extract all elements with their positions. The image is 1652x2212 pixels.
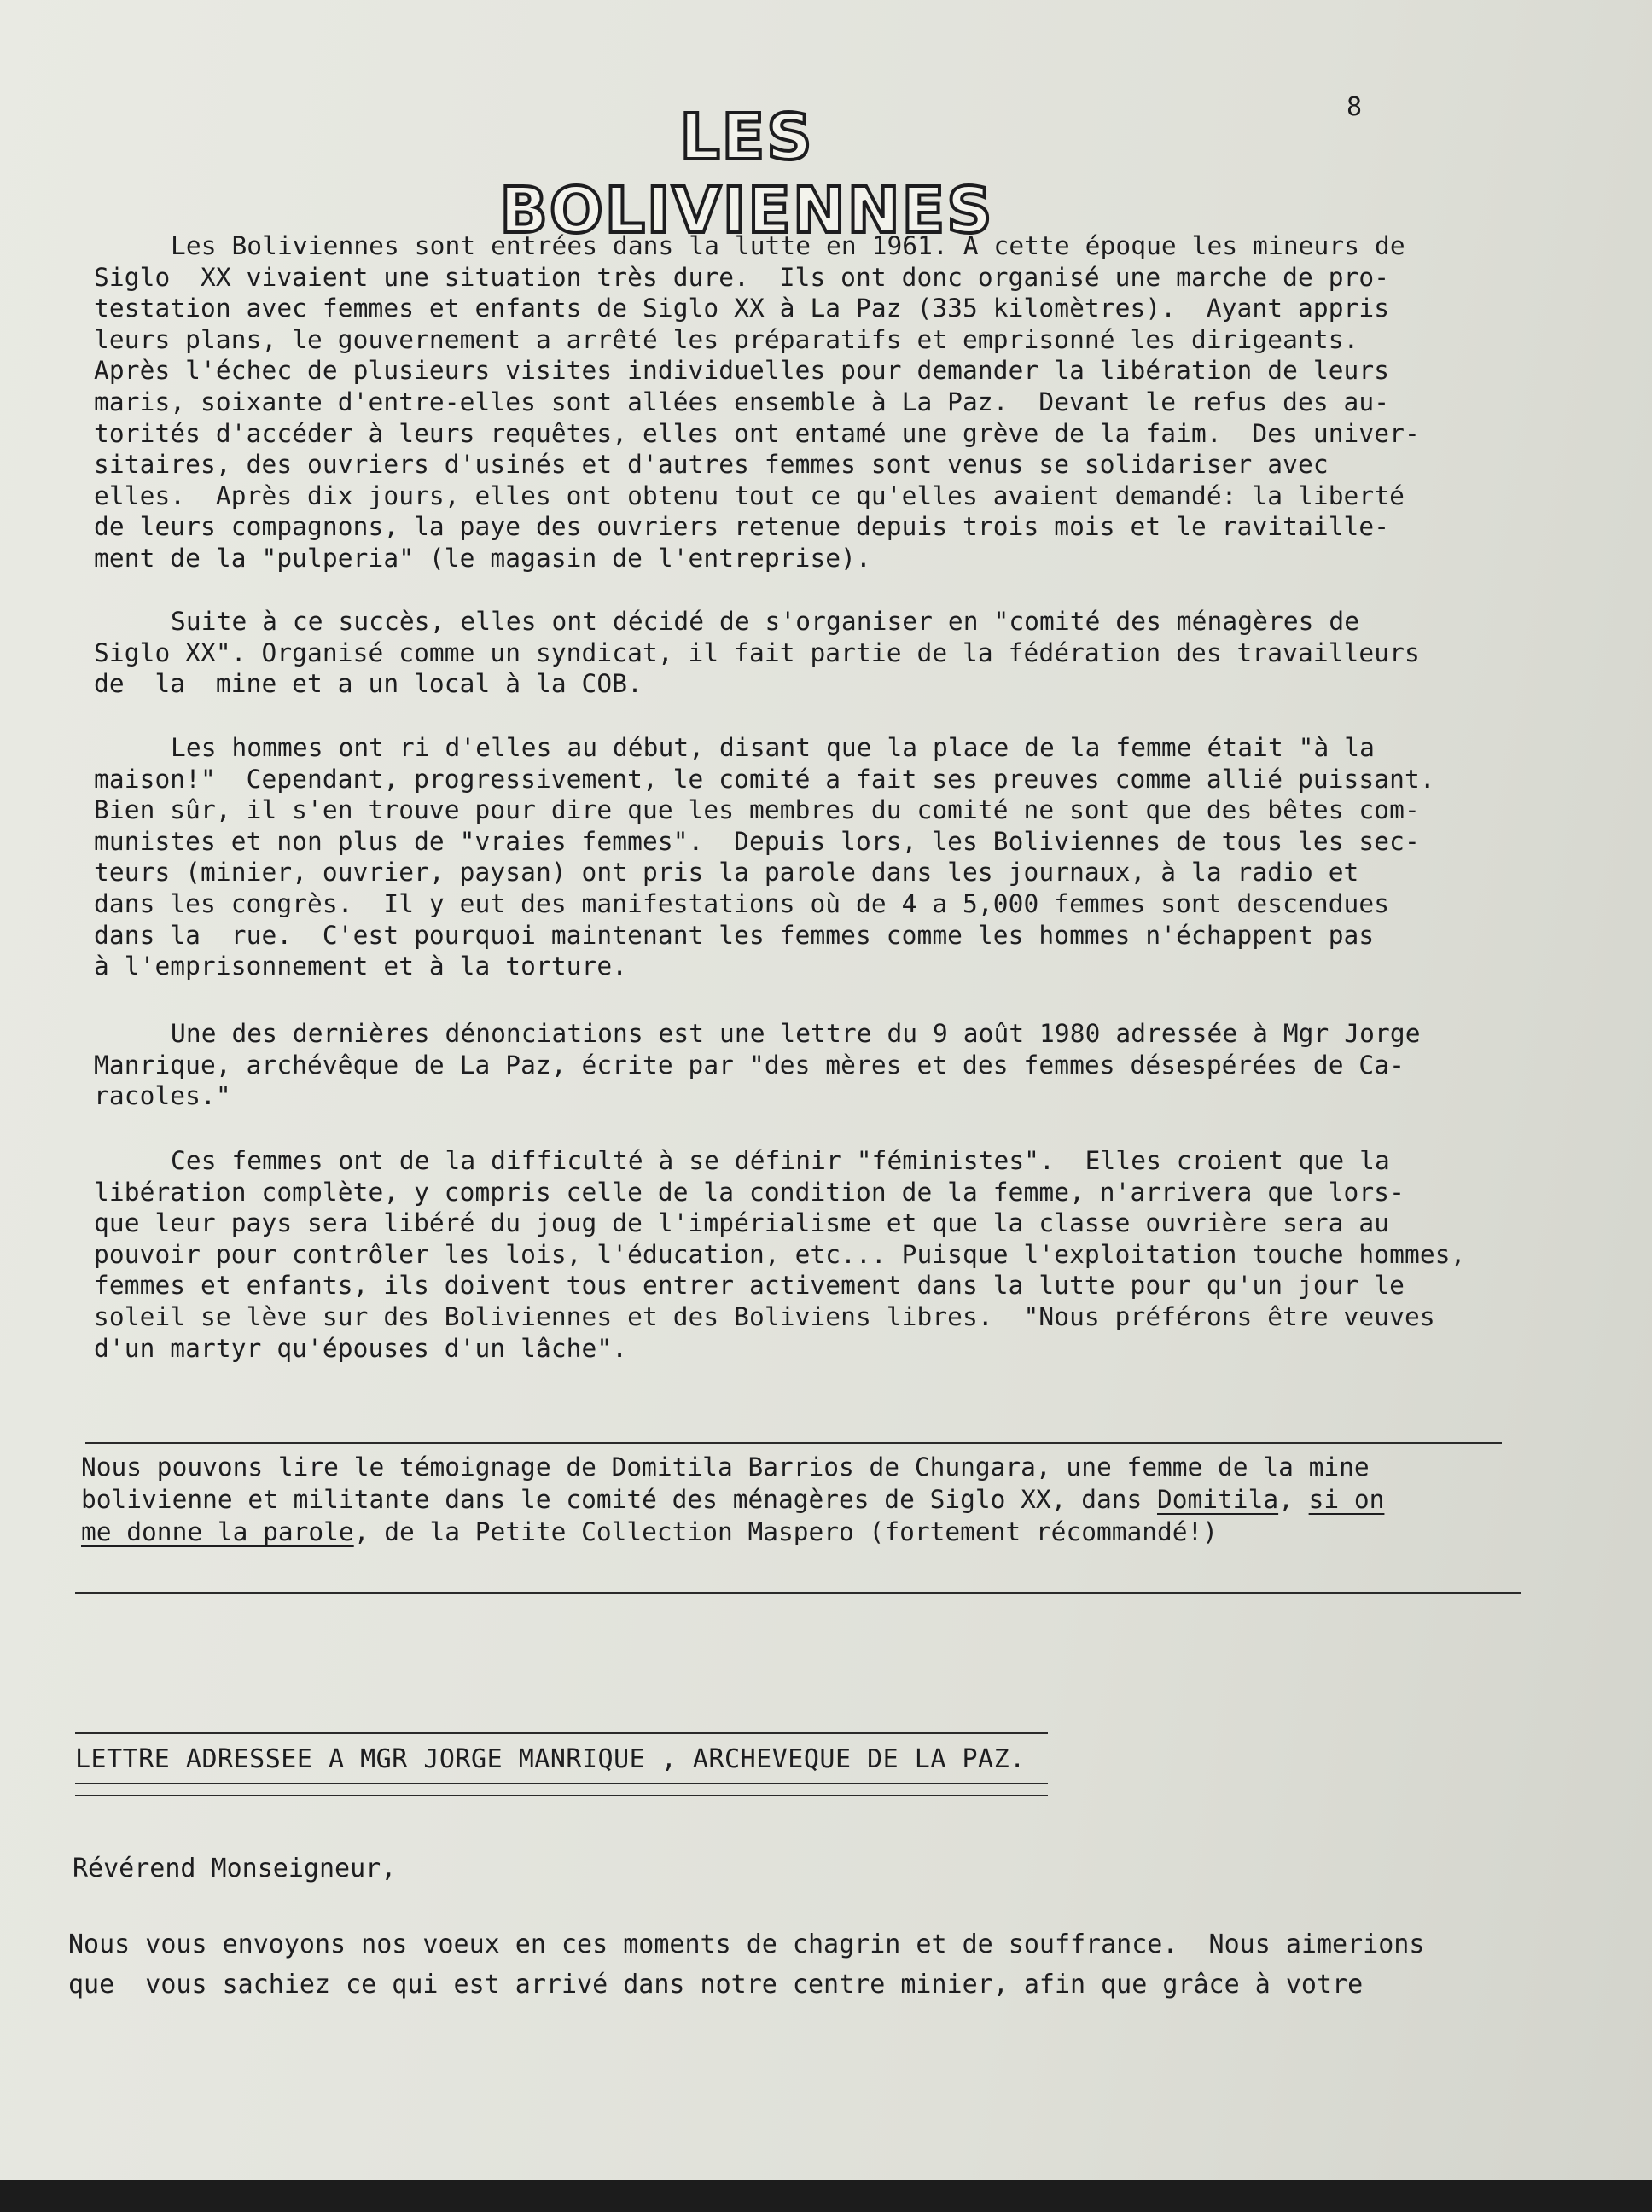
note-bottom-rule [75, 1592, 1521, 1594]
paragraph-1 [94, 230, 1536, 574]
paragraph-line: de la mine et a un local à la COB. [94, 669, 643, 699]
note-line: Nous pouvons lire le témoignage de Domitila Barrios de Chungara, une femme de la mine [81, 1452, 1370, 1481]
note-text: , de la Petite Collection Maspero (fortement récommandé!) [353, 1517, 1219, 1546]
note-line [81, 1483, 1532, 1516]
note-top-rule [85, 1442, 1502, 1444]
paragraph-line: Après l'échec de plusieurs visites individuelles pour demander la libération de leurs [94, 356, 1390, 386]
book-subtitle: si on [1308, 1485, 1385, 1514]
paragraph-line: ment de la "pulperia" (le magasin de l'entreprise). [94, 543, 871, 573]
paragraph-line: Une des dernières dénonciations est une lettre du 9 août 1980 adressée à Mgr Jorge [171, 1019, 1421, 1048]
paragraph-line: maris, soixante d'entre-elles sont allées ensemble à La Paz. Devant le refus des au- [94, 387, 1390, 416]
page-title: LES BOLIVIENNES [499, 101, 994, 247]
paragraph-line: Les Boliviennes sont entrées dans la lutte en 1961. A cette époque les mineurs de [171, 231, 1405, 260]
paragraph-line: d'un martyr qu'épouses d'un lâche". [94, 1333, 628, 1363]
paragraph-line: munistes et non plus de "vraies femmes". Depuis lors, les Boliviennes de tous les sec- [94, 826, 1420, 856]
heading-rule-bottom [75, 1795, 1048, 1796]
paragraph-3 [94, 732, 1536, 982]
paragraph-line: à l'emprisonnement et à la torture. [94, 952, 628, 981]
paragraph-line: Siglo XX". Organisé comme un syndicat, il fait partie de la fédération des travailleurs [94, 637, 1420, 667]
paragraph-line: dans la rue. C'est pourquoi maintenant les femmes comme les hommes n'échappent pas [94, 920, 1375, 950]
paragraph-line: testation avec femmes et enfants de Siglo XX à La Paz (335 kilomètres). Ayant appris [94, 294, 1390, 323]
paragraph-line: Ces femmes ont de la difficulté à se définir "féministes". Elles croient que la [171, 1146, 1390, 1175]
letter-line: Nous vous envoyons nos voeux en ces moments de chagrin et de souffrance. Nous aimerions [68, 1930, 1425, 1959]
heading-rule-top [75, 1732, 1048, 1734]
note-line [81, 1516, 1532, 1548]
paragraph-5 [94, 1145, 1536, 1364]
letter-body [68, 1924, 1553, 2005]
letter-heading-text: LETTRE ADRESSEE A MGR JORGE MANRIQUE , ARCHEVEQUE DE LA PAZ. [75, 1744, 1026, 1774]
letter-heading [75, 1732, 1048, 1796]
paragraph-line: soleil se lève sur des Boliviennes et des Boliviens libres. "Nous préférons être veuves [94, 1301, 1435, 1331]
note-text: , [1278, 1485, 1309, 1514]
heading-rule-middle [75, 1783, 1048, 1784]
book-title: Domitila [1157, 1485, 1279, 1514]
paragraph-line: dans les congrès. Il y eut des manifestations où de 4 a 5,000 femmes sont descendues [94, 888, 1390, 918]
paragraph-line: femmes et enfants, ils doivent tous entrer activement dans la lutte pour qu'un jour le [94, 1271, 1405, 1301]
page-number: 8 [1347, 92, 1363, 122]
letter-line: que vous sachiez ce qui est arrivé dans notre centre minier, afin que grâce à votre [68, 1970, 1364, 2000]
paragraph-line: maison!" Cependant, progressivement, le comité a fait ses preuves comme allié puissant. [94, 764, 1435, 794]
book-recommendation-note [81, 1451, 1532, 1548]
paragraph-2 [94, 606, 1536, 700]
book-subtitle: me donne la parole [81, 1517, 354, 1546]
paragraph-line: Les hommes ont ri d'elles au début, disant que la place de la femme était "à la [171, 733, 1375, 762]
letter-salutation: Révérend Monseigneur, [73, 1854, 397, 1883]
paragraph-line: pouvoir pour contrôler les lois, l'éducation, etc... Puisque l'exploitation touche hommes, [94, 1239, 1466, 1269]
note-text: bolivienne et militante dans le comité des ménagères de Siglo XX, dans [81, 1485, 1157, 1514]
paragraph-line: elles. Après dix jours, elles ont obtenu tout ce qu'elles avaient demandé: la liberté [94, 480, 1405, 510]
paragraph-line: torités d'accéder à leurs requêtes, elles ont entamé une grève de la faim. Des univer- [94, 418, 1420, 448]
paragraph-line: libération complète, y compris celle de la condition de la femme, n'arrivera que lors- [94, 1177, 1405, 1207]
paragraph-line: sitaires, des ouvriers d'usinés et d'autres femmes sont venus se solidariser avec [94, 450, 1329, 480]
paragraph-line: que leur pays sera libéré du joug de l'impérialisme et que la classe ouvrière sera au [94, 1208, 1390, 1238]
paragraph-line: teurs (minier, ouvrier, paysan) ont pris la parole dans les journaux, à la radio et [94, 858, 1359, 888]
paragraph-line: leurs plans, le gouvernement a arrêté les préparatifs et emprisonné les dirigeants. [94, 324, 1359, 354]
paragraph-line: Suite à ce succès, elles ont décidé de s'organiser en "comité des ménagères de [171, 607, 1360, 636]
paragraph-line: Siglo XX vivaient une situation très dure. Ils ont donc organisé une marche de pro- [94, 262, 1390, 292]
paragraph-line: Manrique, archévêque de La Paz, écrite par "des mères et des femmes désespérées de Ca- [94, 1050, 1405, 1080]
paragraph-line: de leurs compagnons, la paye des ouvriers retenue depuis trois mois et le ravitaille- [94, 512, 1390, 542]
paragraph-4 [94, 1018, 1536, 1112]
paragraph-line: racoles." [94, 1081, 231, 1111]
paragraph-line: Bien sûr, il s'en trouve pour dire que les membres du comité ne sont que des bêtes com- [94, 795, 1420, 825]
